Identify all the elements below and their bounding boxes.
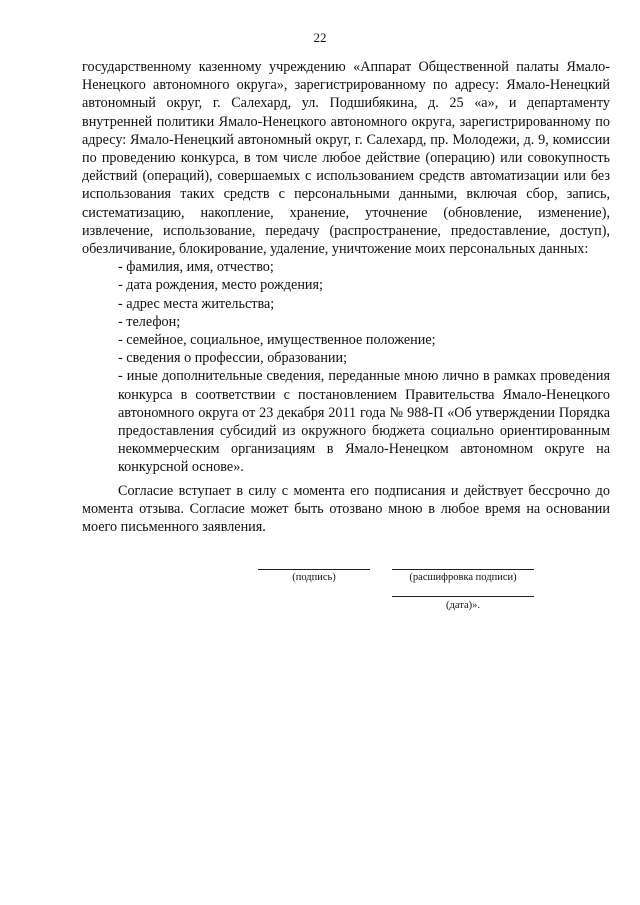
signature-block (0, 566, 640, 626)
list-item: - сведения о профессии, образовании; (118, 350, 348, 367)
date-line (392, 596, 534, 597)
list-item: - фамилия, имя, отчество; (118, 259, 274, 276)
consent-validity-paragraph: Согласие вступает в силу с момента его подписания и действует бессрочно до момента отзыва. Согласие может быть отозвано мною в любое время на основании моего письменного заявления. (82, 482, 610, 536)
date-caption: (дата)». (446, 600, 480, 611)
personal-data-list (82, 258, 610, 476)
list-item: - семейное, социальное, имущественное положение; (118, 332, 436, 349)
document-body (82, 58, 610, 536)
list-item: - телефон; (118, 313, 181, 330)
page-number: 22 (313, 30, 327, 45)
list-item: - иные дополнительные сведения, переданные мною лично в рамках проведения конкурса в соответствии с постановлением Правительства Ямало-Ненецкого автономного округа от 23 декабря 2011 года № 988-П «Об утверждении Порядка предоставления субсидий из окружного бюджета социально ориентированным некоммерческим организациям в Ямало-Ненецком автономном округе на конкурсной основе». (118, 368, 610, 476)
list-item: - адрес места жительства; (118, 295, 275, 312)
signature-line (258, 569, 370, 570)
list-item: - дата рождения, место рождения; (118, 277, 323, 294)
signature-caption: (подпись) (292, 572, 336, 583)
signature-decoding-line (392, 569, 534, 570)
signature-decoding-caption: (расшифровка подписи) (409, 572, 517, 583)
consent-scope-paragraph: государственному казенному учреждению «Аппарат Общественной палаты Ямало-Ненецкого автономного округа», зарегистрированному по адресу: Ямало-Ненецкий автономный округ, г. Салехард, ул. Подшибякина, д. 25 «а», и департаменту внутренней политики Ямало-Ненецкого автономного округа, зарегистрированному по адресу: Ямало-Ненецкий автономный округ, г. Салехард, пр. Молодежи, д. 9, комиссии по проведению конкурса, в том числе любое действие (операцию) или совокупность действий (операций), совершаемых с использованием средств автоматизации или без использования таких средств с персональными данными, включая сбор, запись, систематизацию, накопление, хранение, уточнение (обновление, изменение), извлечение, использование, передачу (распространение, предоставление, доступ), обезличивание, блокирование, удаление, уничтожение моих персональных данных: (82, 59, 610, 258)
